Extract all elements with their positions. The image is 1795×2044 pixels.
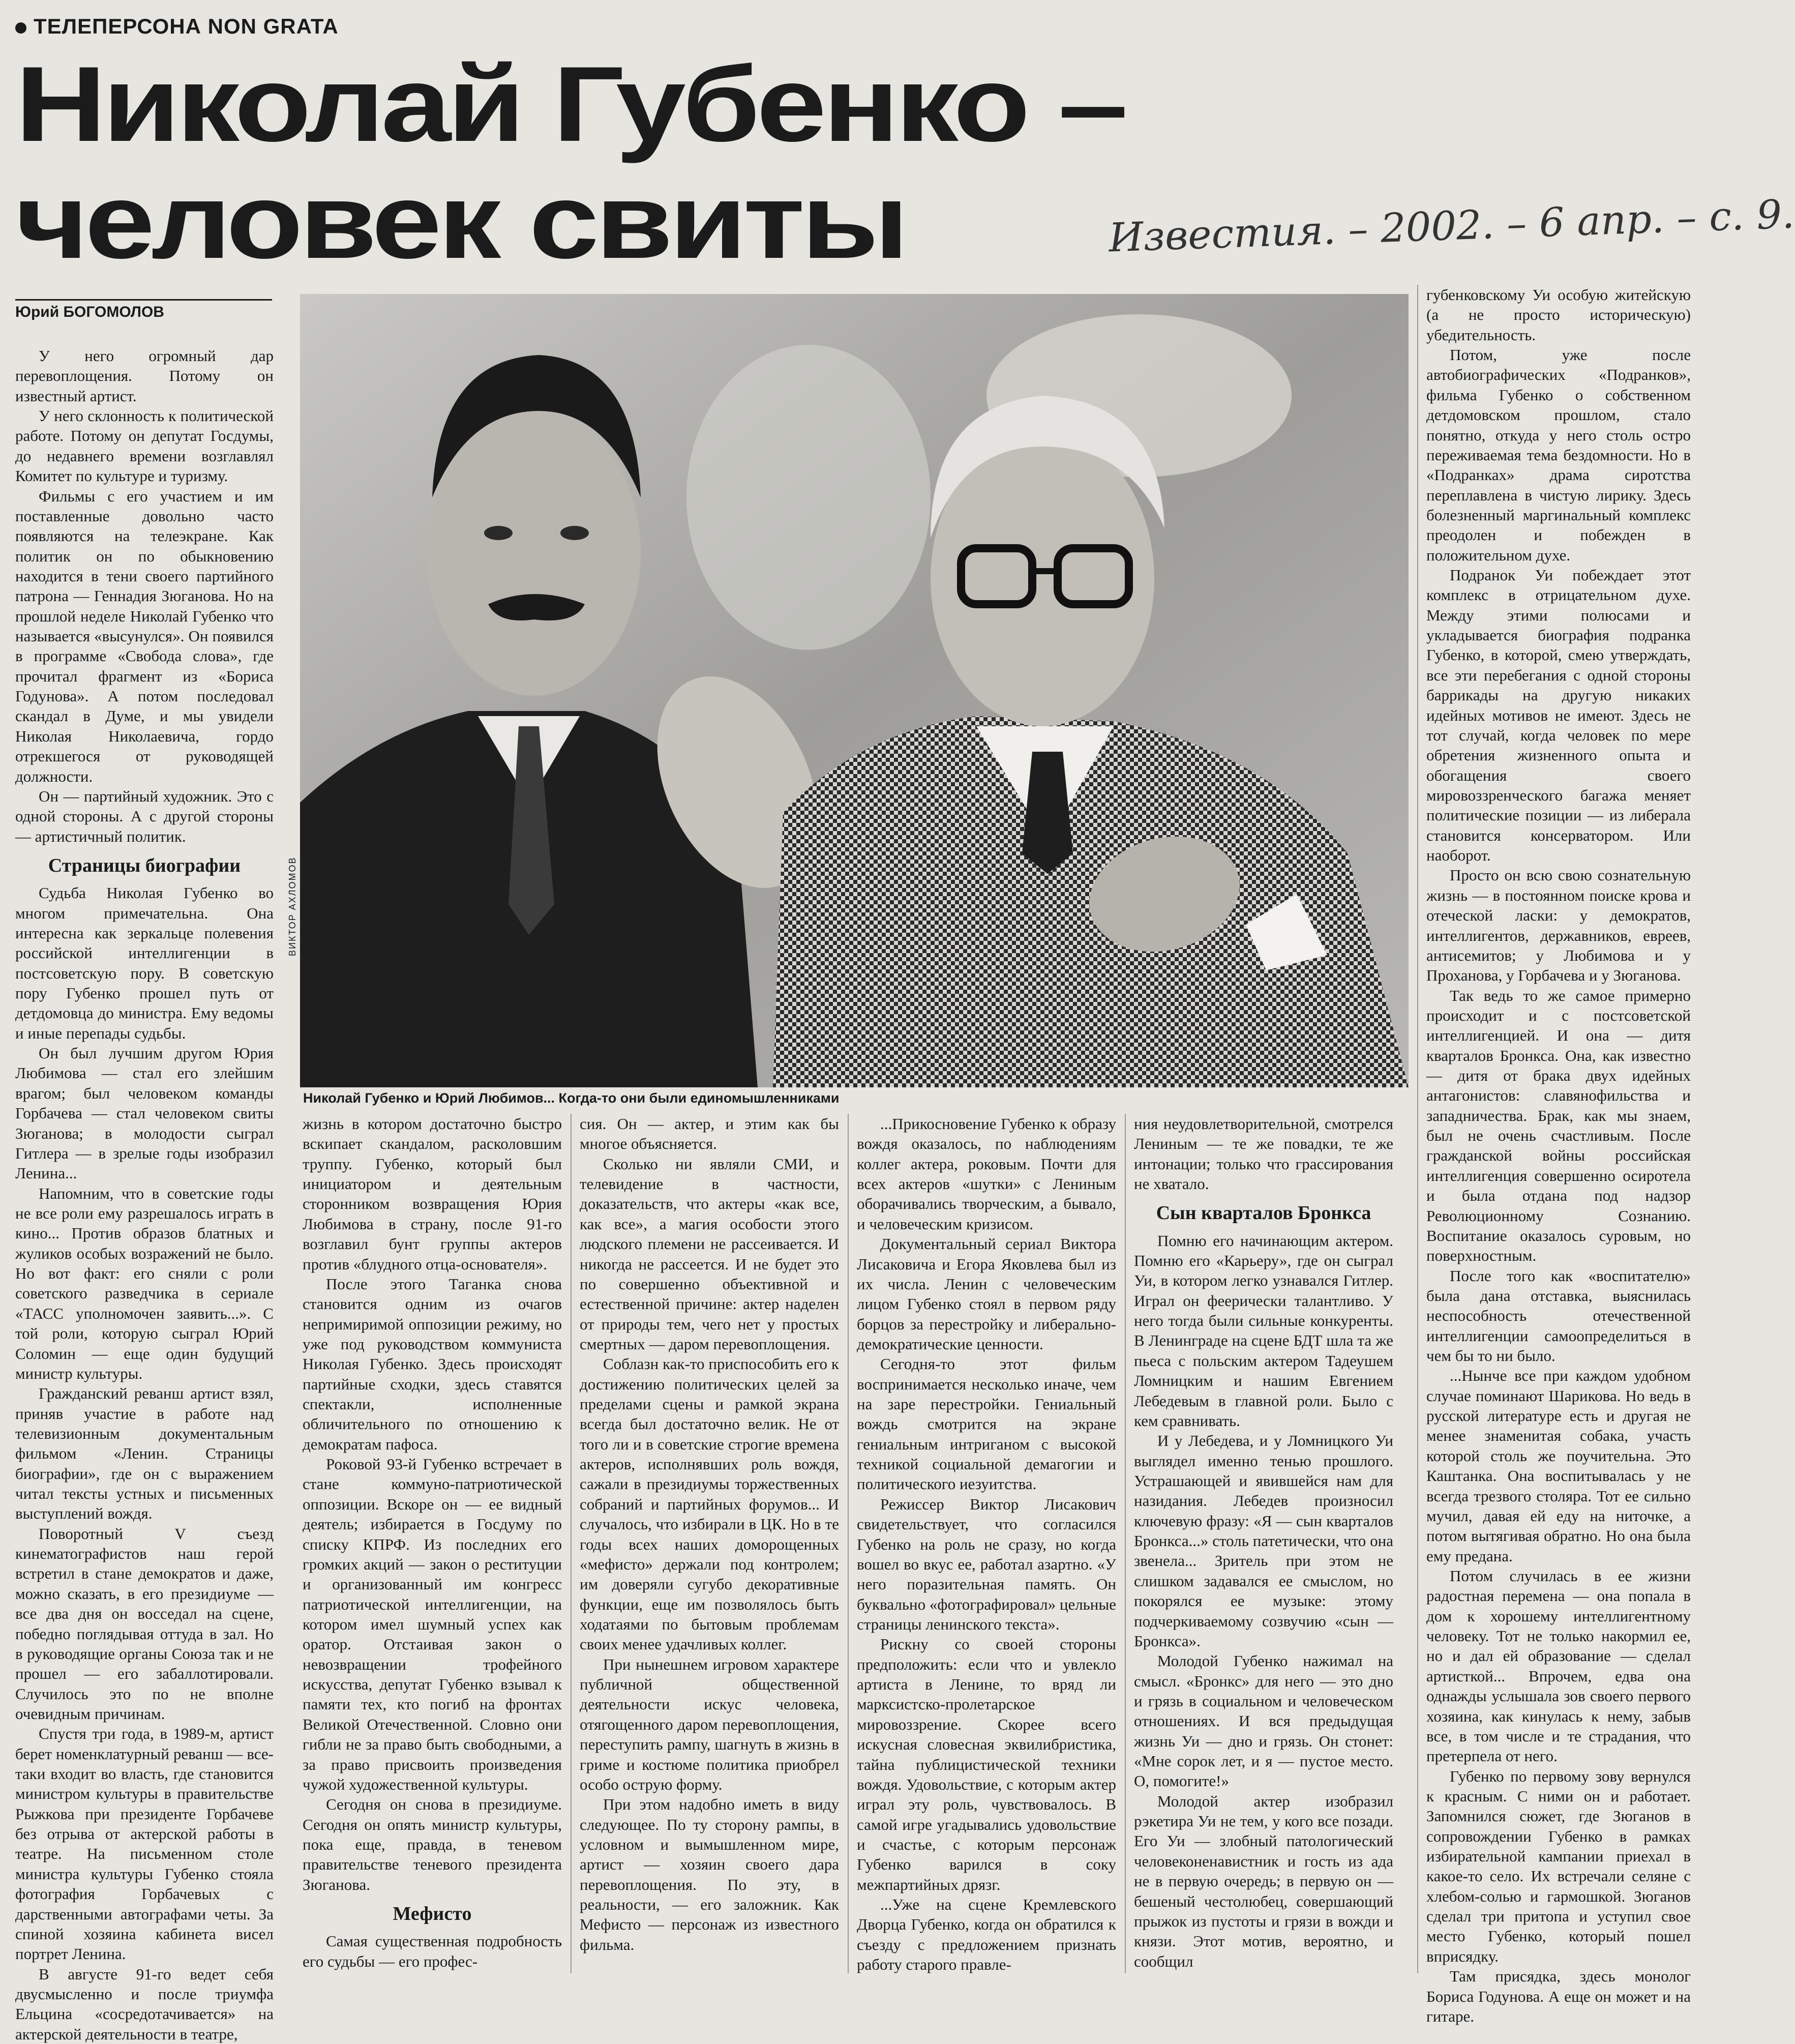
paragraph: Соблазн как-то приспособить его к достижению политических целей за пределами сцены и рамкой экрана всегда был достаточно велик. Не от того ли и в советские строгие времена актеров, исполнявших роль вождя, сажали в президиумы торжественных собраний и партийных форумов... И случалось, что избирали в ЦК. Но в те годы всех наших доморощенных «мефисто» держали под контролем; им доверяли сугубо декоративные функции, еще им позволялось быть ходатаями по бытовым проблемам своих менее удачливых коллег. [580, 1355, 839, 1653]
article-column-5 [1134, 1114, 1393, 1978]
paragraph: Просто он всю свою сознательную жизнь — в постоянном поиске крова и отеческой ласки: у демократов, интеллигентов, державников, евреев, антисемитов; у Любимова и у Проханова, у Горбачева и у Зюганова. [1426, 866, 1691, 985]
paragraph: Молодой актер изобразил рэкетира Уи не тем, у кого все позади. Его Уи — злобный патологический человеконенавистник и гость из ада не в первую очередь; в первую он — бешеный честолюбец, совершающий прыжок из пустоты и грязи в вожди и князи. Этот мотив, вероятно, и сообщил [1134, 1792, 1393, 1970]
paragraph: Спустя три года, в 1989-м, артист берет номенклатурный реванш — все-таки входит во власть, где становится министром культуры в правительстве Рыжкова при президенте Горбачеве без отрыва от актерской работы в театре. На письменном столе министра культуры Губенко стояла фотография Горбачевых с дарственными автографами четы. За спиной хозяина кабинета висел портрет Ленина. [15, 1725, 274, 1963]
subheading-bronx: Сын кварталов Бронкса [1156, 1202, 1371, 1224]
headline-line-2: человек свиты [15, 161, 906, 281]
paragraph: У него огромный дар перевоплощения. Потому он известный артист. [15, 347, 274, 405]
paragraph: Напомним, что в советские годы не все роли ему разрешалось играть в кино... Против образов блатных и жуликов особых возражений не было. Но вот факт: его сняли с роли советского разведчика в сериале «ТАСС уполномочен заявить...». С той роли, которую сыграл Юрий Соломин — еще один будущий министр культуры. [15, 1184, 274, 1382]
paragraph: Документальный сериал Виктора Лисаковича и Егора Яковлева был из их числа. Ленин с человеческим лицом Губенко стоял в первом ряду борцов за перестройку и либерально-демократические ценности. [857, 1235, 1116, 1353]
paragraph: Молодой Губенко нажимал на смысл. «Бронкс» для него — это дно и грязь в социальном и человеческом отношениях. И вся предыдущая жизнь Уи — дно и грязь. Он стонет: «Мне сорок лет, и я — пустое место. О, помогите!» [1134, 1652, 1393, 1790]
paragraph: Потом случилась в ее жизни радостная перемена — она попала в дом к хорошему интеллигентному человеку. Тот не только накормил ее, но и дал ей образование — сделал артисткой... Впрочем, едва она однажды услышала зов своего первого хозяина, как кинулась к нему, забыв все, в том числе и те страдания, что претерпела от него. [1426, 1567, 1691, 1765]
paragraph: При этом надобно иметь в виду следующее. По ту сторону рампы, в условном и вымышленном мире, артист — хозяин своего дара перевоплощения. По эту, в реальности, — его заложник. Как Мефисто — персонаж из известного фильма. [580, 1795, 839, 1953]
paragraph: Он был лучшим другом Юрия Любимова — стал его злейшим врагом; был человеком команды Горбачева — стал человеком свиты Зюганова; в молодости сыграл Гитлера — в зрелые годы изобразил Ленина... [15, 1044, 274, 1182]
column-divider [848, 1114, 849, 1973]
photo-credit: ВИКТОР АХЛОМОВ [287, 856, 297, 956]
photo-caption: Николай Губенко и Юрий Любимов... Когда-то они были единомышленниками [303, 1090, 840, 1106]
paragraph: У него склонность к политической работе. Потому он депутат Госдумы, до недавнего времени возглавлял Комитет по культуре и туризму. [15, 407, 274, 485]
paragraph: жизнь в котором достаточно быстро вскипает скандалом, расколовшим труппу. Губенко, который был инициатором и деятельным сторонником возвращения Юрия Любимова в страну, после 91-го возглавил бунт группы актеров против «блудного отца-основателя». [303, 1115, 562, 1273]
photo-illustration [300, 294, 1409, 1087]
paragraph: В августе 91-го ведет себя двусмысленно и после триумфа Ельцина «сосредотачивается» на актерской деятельности в театре, [15, 1965, 274, 2043]
paragraph: Роковой 93-й Губенко встречает в стане коммуно-патриотической оппозиции. Вскоре он — ее видный деятель; избирается в Госдуму по списку КПРФ. Из последних его громких акций — закон о реституции и организованный им конгресс патриотической интеллигенции, на котором имел шумный успех как оратор. Отстаивая закон о невозвращении трофейного искусства, депутат Губенко взывал к памяти тех, кто погиб на фронтах Великой Отечественной. Словно они гибли не за право быть свободными, а за право присвоить произведения чужой художественной культуры. [303, 1455, 562, 1793]
column-divider [571, 1114, 572, 1973]
column-divider [1125, 1114, 1126, 1973]
article-column-4 [857, 1114, 1116, 1978]
article-column-1 [15, 346, 274, 2043]
paragraph: Подранок Уи побеждает этот комплекс в отрицательном духе. Между этими полюсами и укладывается биография подранка Губенко, в которой, смею утверждать, все эти перебегания с одной стороны баррикады на другую никаких идейных мотивов не имеют. Здесь не тот случай, когда человек по мере обретения жизненного опыта и обогащения своего мировоззренческого багажа меняет политические позиции — из либерала становится консерватором. Или наоборот. [1426, 566, 1691, 865]
paragraph: ния неудовлетворительной, смотрелся Лениным — те же повадки, те же интонации; только что грассирования не хватало. [1134, 1115, 1393, 1193]
paragraph: Сколько ни являли СМИ, и телевидение в частности, доказательств, что актеры «как все, как все», а магия особости этого людского племени не рассеивается. И никогда не рассеется. И не будет это по совершенно объективной и естественной причине: актер наделен от природы тем, чего нет у простых смертных — даром перевоплощения. [580, 1154, 839, 1353]
paragraph: При нынешнем игровом характере публичной общественной деятельности искус человека, отягощенного даром перевоплощения, переступить рампу, шагнуть в жизнь в гриме и костюме политика приобрел особо острую форму. [580, 1655, 839, 1793]
paragraph: Судьба Николая Губенко во многом примечательна. Она интересна как зеркальце полевения российской интеллигенции в постсоветскую пору. В советскую пору Губенко прошел путь от детдомовца до министра. Ему ведомы и иные перепады судьбы. [15, 884, 274, 1042]
paragraph: Сегодня он снова в президиуме. Сегодня он опять министр культуры, пока еще, правда, в теневом правительстве теневого президента Зюганова. [303, 1795, 562, 1893]
paragraph: После этого Таганка снова становится одним из очагов непримиримой оппозиции режиму, но уже под руководством коммуниста Николая Губенко. Здесь происходят партийные сходки, здесь ставятся спектакли, исполненные обличительного по отношению к демократам пафоса. [303, 1275, 562, 1453]
author-byline: Юрий БОГОМОЛОВ [15, 299, 272, 321]
subheading-mephisto: Мефисто [393, 1903, 472, 1925]
paragraph: Потом, уже после автобиографических «Подранков», фильма Губенко о собственном детдомовском прошлом, стало понятно, откуда у него столь остро переживаемая тема бездомности. Но в «Подранках» драма сиротства переплавлена в чистую лирику. Здесь болезненный маргинальный комплекс преодолен и побежден в положительном духе. [1426, 346, 1691, 564]
paragraph: Самая существенная подробность его судьбы — его профес- [303, 1932, 562, 1970]
paragraph: Фильмы с его участием и им поставленные довольно часто появляются на телеэкране. Как политик он по обыкновению находится в тени своего партийного патрона — Геннадия Зюганова. Но на прошлой неделе Николай Губенко что называется «высунулся». Он появился в программе «Свобода слова», где прочитал фрагмент из «Бориса Годунова». А потом последовал скандал в Думе, и мы увидели Николая Николаевича, гордо отрекшегося от руководящей должности. [15, 487, 274, 785]
paragraph: Поворотный V съезд кинематографистов наш герой встретил в стане демократов и даже, можно сказать, в его президиуме — все два дня он восседал на сцене, победно поглядывая оттуда в зал. Но в руководящие органы Союза так и не прошел — его забаллотировали. Случилось это по не вполне очевидным причинам. [15, 1524, 274, 1723]
paragraph: сия. Он — актер, и этим как бы многое объясняется. [580, 1115, 839, 1153]
paragraph: губенковскому Уи особую житейскую (а не просто историческую) убедительность. [1426, 286, 1691, 344]
article-column-2 [303, 1114, 562, 1978]
subheading-biography: Страницы биографии [48, 854, 241, 876]
paragraph: После того как «воспитателю» была дана отставка, выяснилась неспособность отечественной интеллигенции самоопределиться в чем бы то ни было. [1426, 1266, 1691, 1365]
paragraph: Губенко по первому зову вернулся к красным. С ними он и работает. Запомнился сюжет, где Зюганов в сопровождении Губенко в рамках избирательной кампании приехал в какое-то село. Их встречали селяне с хлебом-солью и гармошкой. Зюганов сделал три притопа и уступил свое место Губенко, который пошел вприсядку. [1426, 1767, 1691, 1965]
paragraph: Режиссер Виктор Лисакович свидетельствует, что согласился Губенко на роль не сразу, но когда вошел во вкус ее, работал азартно. «У него поразительная память. Он буквально «фотографировал» цельные страницы ленинского текста». [857, 1495, 1116, 1633]
article-column-3 [580, 1114, 839, 1978]
paragraph: Там присядка, здесь монолог Бориса Годунова. А еще он может и на гитаре. [1426, 1967, 1691, 2025]
paragraph: ...Прикосновение Губенко к образу вождя оказалось, по наблюдениям коллег актера, роковым. Почти для всех актеров «шутки» с Лениным оборачивались творческим, а бывало, и человеческим кризисом. [857, 1115, 1116, 1233]
paragraph: Помню его начинающим актером. Помню его «Карьеру», где он сыграл Уи, в котором легко узнавался Гитлер. Играл он феерически талантливо. У него тогда были сильные конкуренты. В Ленинграде на сцене БДТ шла та же пьеса с польским актером Тадеушем Ломницким и нашим Евгением Лебедевым в главной роли. Было с кем сравнивать. [1134, 1231, 1393, 1430]
paragraph: ...Уже на сцене Кремлевского Дворца Губенко, когда он обратился к съезду с предложением признать работу старого правле- [857, 1895, 1116, 1974]
paragraph: ...Нынче все при каждом удобном случае поминают Шарикова. Но ведь в русской литературе есть и другая не менее знаменитая собака, участь которой столь же поучительна. Это Каштанка. Она воспитывалась у не всегда трезвого столяра. Тот ее сильно мучил, давая ей еду на ниточке, а потом вытягивая обратно. Но она была ему предана. [1426, 1367, 1691, 1565]
bullet-icon [15, 22, 26, 34]
handwritten-note: Известия. – 2002. – 6 апр. – с. 9. [1108, 191, 1795, 261]
paragraph: Гражданский реванш артист взял, приняв участие в работе над телевизионным документальным фильмом «Ленин. Страницы биографии», где он с выражением читал тексты устных и письменных выступлений вождя. [15, 1384, 274, 1523]
paragraph: Рискну со своей стороны предположить: если что и увлекло артиста в Ленине, то вряд ли марксистско-пролетарское мировоззрение. Скорее всего искусная словесная эквилибристика, тайна публицистической техники вождя. Удовольствие, с которым актер играл эту роль, чувствовалось. В самой игре угадывались удовольствие и счастье, с которым персонаж Губенко варился в соку межпартийных дрязг. [857, 1635, 1116, 1893]
headline-line-1: Николай Губенко – [15, 44, 1125, 164]
article-column-6 [1426, 285, 1691, 2025]
paragraph: Так ведь то же самое примерно происходит и с постсоветской интеллигенцией. И она — дитя кварталов Бронкса. Она, как известно — дитя от брака двух идейных антагонистов: славянофильства и западничества. Брак, как мы знаем, был не очень счастливым. После гражданской войны российская интеллигенция совершенно осиротела и была отдана под надзор Революционному Сознанию. Воспитание оказалось суровым, но поверхностным. [1426, 986, 1691, 1265]
paragraph: И у Лебедева, и у Ломницкого Уи выглядел именно тенью прошлого. Устрашающей и явившейся нам для назидания. Лебедев произносил ключевую фразу: «Я — сын кварталов Бронкса...» столь патетически, что она звенела... Зритель при этом не слишком задавался ее смыслом, но покорялся ее музыке: этому подчеркиваемому созвучию «сын — Бронкса». [1134, 1432, 1393, 1650]
news-photo [300, 294, 1409, 1087]
column-divider [1417, 285, 1418, 1973]
paragraph: Он — партийный художник. Это с одной стороны. А с другой стороны — артистичный политик. [15, 787, 274, 845]
paragraph: Сегодня-то этот фильм воспринимается несколько иначе, чем на заре перестройки. Гениальный вождь смотрится на экране гениальным интриганом с высокой техникой социальной демагогии и политического иезуитства. [857, 1355, 1116, 1493]
rubric: ТЕЛЕПЕРСОНА NON GRATA [15, 14, 339, 39]
